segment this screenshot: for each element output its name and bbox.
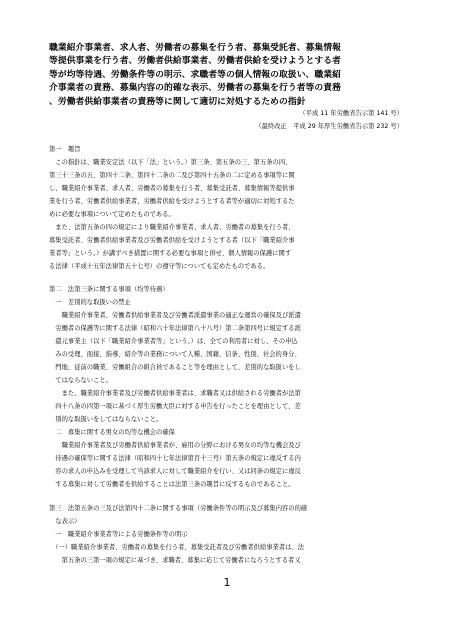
subsection-heading: 二 募集に関する男女の均等な機会の確保 <box>49 429 175 436</box>
body-text-line: また、職業紹介事業者及び労働者供給事業者は、求職者又は供給される労働者が法第 <box>49 390 301 397</box>
section-heading: 第三 法第五条の三及び法第四十二条に関する事項（労働条件等の明示及び募集内容の的確 <box>49 505 308 512</box>
body-text-line: 四十八条の四第一項に基づく厚生労働大臣に対する申告を行ったことを理由として、差 <box>49 403 301 410</box>
subsection-heading: 一 差別的な取扱いの禁止 <box>49 299 131 306</box>
body-text-line: する募集に対して労働者を供給することは法第三条の趣旨に反するものであること。 <box>49 481 295 488</box>
body-text-line: また、法第五条の四の規定により職業紹介事業者、求人者、労働者の募集を行う者、 <box>49 224 295 231</box>
body-text-line: この指針は、職業安定法（以下「法」という。）第三条、第五条の三、第五条の四、 <box>49 159 292 166</box>
section-heading-continued: な表示） <box>49 518 81 525</box>
title-line: 、労働者供給事業者の責務等に関して適切に対処するための指針 <box>49 96 306 107</box>
page-number: 1 <box>223 576 231 589</box>
body-text-line: 待遇の確保等に関する法律（昭和四十七年法律第百十三号）第五条の規定に違反する内 <box>49 455 301 462</box>
body-text-line: し、職業紹介事業者、求人者、労働者の募集を行う者、募集受託者、募集情報等提供事 <box>49 185 295 192</box>
title-line: 等が均等待遇、労働条件等の明示、求職者等の個人情報の取扱い、職業紹 <box>49 69 341 80</box>
body-text-line: 門地、従前の職業、労働組合の組合員であること等を理由として、差別的な取扱いをし <box>49 364 301 371</box>
body-text-line: 職業紹介事業者及び労働者供給事業者が、雇用の分野における男女の均等な機会及び <box>49 442 301 449</box>
body-text-line: 別的な取扱いをしてはならないこと。 <box>49 416 163 423</box>
body-text-line: 募集受託者、労働者供給事業者及び労働者供給を受けようとする者（以下「職業紹介事 <box>49 237 295 244</box>
notice-number: （平成 11 年労働省告示第 141 号） <box>299 110 403 117</box>
body-text-line: めに必要な事項について定めたものである。 <box>49 211 175 218</box>
body-text-line: 業者等」という。）が講ずべき措置に関する必要な事項と併せ、個人情報の保護に関す <box>49 250 292 257</box>
title-line: 等提供事業を行う者、労働者供給事業者、労働者供給を受けようとする者 <box>49 56 341 67</box>
body-text-line: 第三十三条の五、第四十二条、第四十二条の二及び第四十五条の二に定める事項等に関 <box>49 172 295 179</box>
body-text-line: （一）職業紹介事業者、労働者の募集を行う者、募集受託者及び労働者供給事業者は、法 <box>49 544 305 551</box>
subsection-heading: 一 職業紹介事業者等による労働条件等の明示 <box>49 531 188 538</box>
title-line: 介事業者の責務、募集内容の的確な表示、労働者の募集を行う者等の責務 <box>49 83 341 94</box>
body-text-line: 労働者の保護等に関する法律（昭和六十年法律第八十八号）第二条第四号に規定する派 <box>49 325 301 332</box>
section-heading: 第二 法第三条に関する事項（均等待遇） <box>49 286 169 293</box>
body-text-line: 容の求人の申込みを受理して当該求人に対して職業紹介を行い、又は同条の規定に違反 <box>49 468 301 475</box>
body-text-line: 第五条の三第一項の規定に基づき、求職者、募集に応じて労働者になろうとする者又 <box>49 557 301 564</box>
body-text-line: 職業紹介事業者、労働者供給事業者及び労働者派遣事業の適正な運営の確保及び派遣 <box>49 312 301 319</box>
body-text-line: みの受理、面接、指導、紹介等の業務について人種、国籍、信条、性別、社会的身分、 <box>49 351 301 358</box>
body-text-line: てはならないこと。 <box>49 377 112 384</box>
section-heading: 第一 趣旨 <box>49 146 81 153</box>
body-text-line: 遣元事業主（以下「職業紹介事業者等」という。）は、全ての利用者に対し、その申込 <box>49 338 298 345</box>
title-line: 職業紹介事業者、求人者、労働者の募集を行う者、募集受託者、募集情報 <box>49 43 341 53</box>
body-text-line: 業を行う者、労働者供給事業者、労働者供給を受けようとする者等が適切に対処するた <box>49 198 295 205</box>
body-text-line: る法律（平成十五年法律第五十七号）の遵守等についても定めたものである。 <box>49 263 270 270</box>
document-title <box>49 42 409 109</box>
last-amendment: （最終改正 平成 29 年厚生労働省告示第 232 号） <box>255 123 403 130</box>
